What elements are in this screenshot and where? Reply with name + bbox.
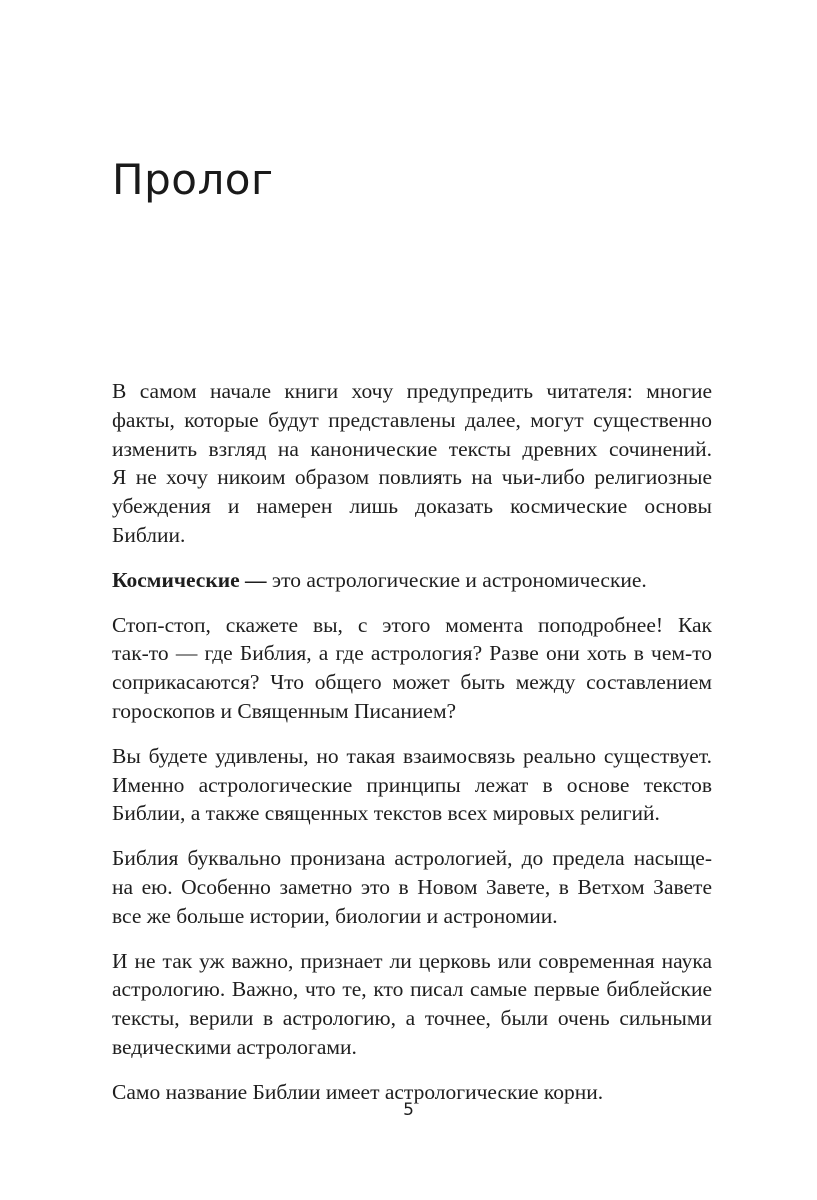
paragraph-definition bbox=[112, 566, 712, 595]
text-line: соприкасаются? Что общего может быть между составлением bbox=[112, 670, 712, 695]
text-line: гороскопов и Священным Писанием? bbox=[112, 698, 457, 723]
text-line: В самом начале книги хочу предупредить читателя: многие bbox=[112, 379, 712, 403]
text-line: астрологию. Важно, что те, кто писал самые первые библейские bbox=[112, 977, 712, 1002]
text-line: Библии, а также священных текстов всех мировых религий. bbox=[112, 801, 660, 826]
text-line: изменить взгляд на канонические тексты древних сочинений. bbox=[112, 436, 712, 461]
page-number: 5 bbox=[403, 1100, 414, 1120]
paragraph-question bbox=[112, 611, 712, 726]
page-title: Пролог bbox=[112, 155, 274, 204]
text-line: так-то — где Библия, а где астрология? Разве они хоть в чем-то bbox=[112, 641, 712, 666]
definition-text: это астрологические и астрономические. bbox=[266, 567, 647, 592]
text-line: все же больше истории, биологии и астрономии. bbox=[112, 903, 558, 928]
text-line: Стоп-стоп, скажете вы, с этого момента поподробнее! Как bbox=[112, 612, 712, 637]
text-line: Именно астрологические принципы лежат в основе текстов bbox=[112, 772, 712, 797]
text-line: Библия буквально пронизана астрологией, до предела насыще- bbox=[112, 846, 712, 871]
paragraph-intro bbox=[112, 377, 712, 550]
text-line: ведическими астрологами. bbox=[112, 1034, 357, 1059]
text-line: на ею. Особенно заметно это в Новом Завете, в Ветхом Завете bbox=[112, 874, 712, 899]
paragraph-church-science bbox=[112, 947, 712, 1062]
text-line: Я не хочу никоим образом повлиять на чьи-либо религиозные bbox=[112, 465, 712, 490]
paragraph-answer bbox=[112, 742, 712, 828]
text-line: Вы будете удивлены, но такая взаимосвязь реально существует. bbox=[112, 743, 712, 768]
text-line: Библии. bbox=[112, 522, 186, 547]
text-line: тексты, верили в астрологию, а точнее, были очень сильными bbox=[112, 1006, 712, 1031]
text-line: убеждения и намерен лишь доказать космические основы bbox=[112, 494, 712, 519]
defined-term: Космические — bbox=[112, 567, 267, 592]
paragraph-bible-astrology bbox=[112, 844, 712, 930]
text-line: факты, которые будут представлены далее, могут существенно bbox=[112, 407, 712, 432]
text-line: И не так уж важно, признает ли церковь или современная наука bbox=[112, 948, 712, 973]
body-text bbox=[112, 377, 712, 1123]
text-line: Само название Библии имеет астрологические корни. bbox=[112, 1079, 604, 1104]
